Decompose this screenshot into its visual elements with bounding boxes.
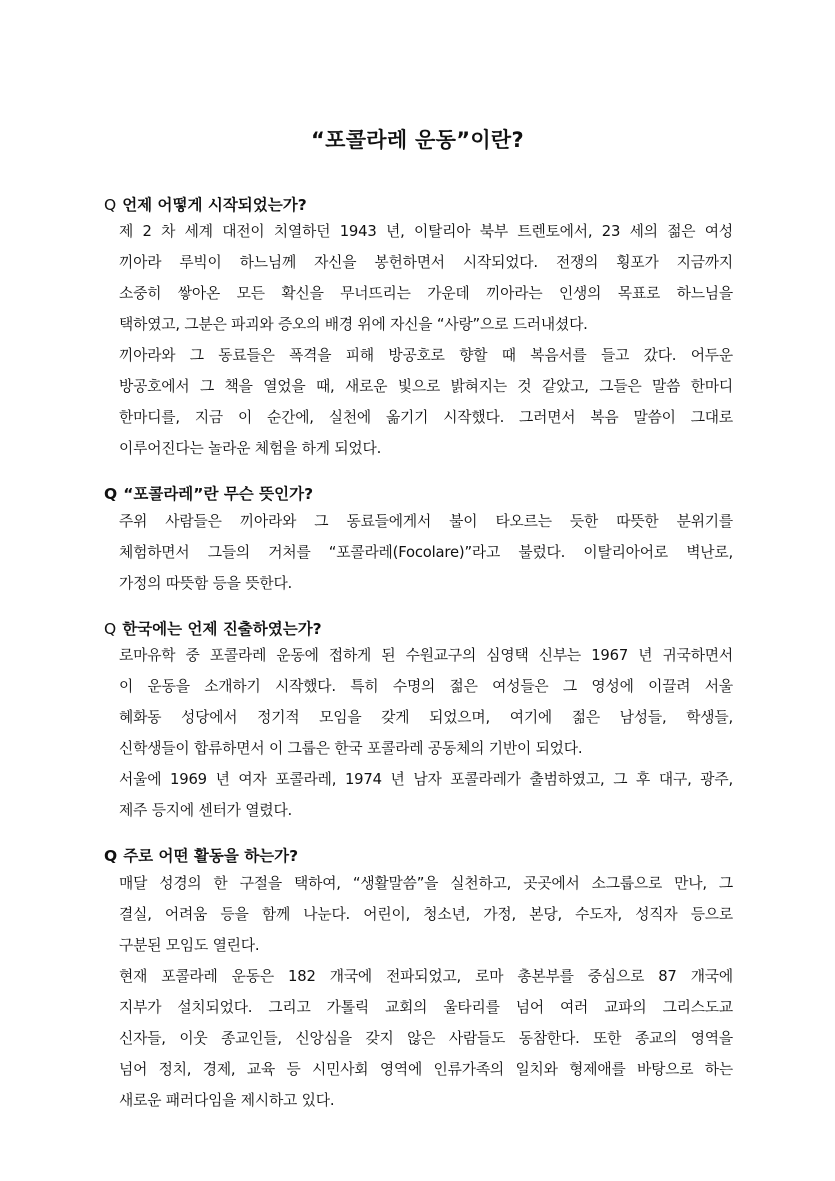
paragraph-line: 현재 포콜라레 운동은 182 개국에 전파되었고, 로마 총본부를 중심으로 87 개국에	[119, 968, 733, 985]
paragraph-line: 신학생들이 합류하면서 이 그룹은 한국 포콜라레 공동체의 기반이 되었다.	[119, 740, 583, 757]
question-heading-start	[104, 195, 307, 215]
paragraph-line: 이루어진다는 놀라운 체험을 하게 되었다.	[119, 440, 382, 457]
question-text: “포콜라레”란 무슨 뜻인가?	[123, 485, 314, 503]
question-text: 주로 어떤 활동을 하는가?	[123, 847, 299, 865]
paragraph-line: 가정의 따뜻함 등을 뜻한다.	[119, 575, 293, 592]
paragraph-line: 소중히 쌓아온 모든 확신을 무너뜨리는 가운데 끼아라는 인생의 목표로 하느님을	[119, 285, 733, 302]
page-title: “포콜라레 운동”이란?	[311, 128, 524, 152]
paragraph-line: 지부가 설치되었다. 그리고 가톨릭 교회의 울타리를 넘어 여러 교파의 그리스도교	[119, 999, 733, 1016]
question-text: 한국에는 언제 진출하였는가?	[122, 620, 322, 638]
paragraph-line: 끼아라와 그 동료들은 폭격을 피해 방공호로 향할 때 복음서를 들고 갔다. 어두운	[119, 347, 733, 364]
paragraph-line: 주위 사람들은 끼아라와 그 동료들에게서 불이 타오르는 듯한 따뜻한 분위기를	[119, 513, 733, 530]
paragraph-line: 넘어 정치, 경제, 교육 등 시민사회 영역에 인류가족의 일치와 형제애를 바탕으로 하는	[119, 1061, 733, 1078]
paragraph-line: 로마유학 중 포콜라레 운동에 접하게 된 수원교구의 심영택 신부는 1967 년 귀국하면서	[119, 647, 733, 664]
paragraph-line: 끼아라 루빅이 하느님께 자신을 봉헌하면서 시작되었다. 전쟁의 횡포가 지금까지	[119, 254, 733, 271]
paragraph-line: 체험하면서 그들의 거처를 “포콜라레(Focolare)”라고 불렀다. 이탈리아어로 벽난로,	[119, 544, 733, 561]
paragraph-line: 서울에 1969 년 여자 포콜라레, 1974 년 남자 포콜라레가 출범하였고, 그 후 대구, 광주,	[119, 771, 733, 788]
paragraph-line: 혜화동 성당에서 정기적 모임을 갖게 되었으며, 여기에 젊은 남성들, 학생들,	[119, 709, 733, 726]
paragraph-line: 신자들, 이웃 종교인들, 신앙심을 갖지 않은 사람들도 동참한다. 또한 종교의 영역을	[119, 1030, 733, 1047]
paragraph-line: 택하였고, 그분은 파괴와 증오의 배경 위에 자신을 “사랑”으로 드러내셨다.	[119, 316, 588, 333]
paragraph-line: 이 운동을 소개하기 시작했다. 특히 수명의 젊은 여성들은 그 영성에 이끌려 서울	[119, 678, 733, 695]
question-prefix: Q	[104, 620, 117, 638]
paragraph-line: 구분된 모임도 열린다.	[119, 937, 260, 954]
paragraph-line: 새로운 패러다임을 제시하고 있다.	[119, 1092, 335, 1109]
paragraph-line: 제 2 차 세계 대전이 치열하던 1943 년, 이탈리아 북부 트렌토에서, 23 세의 젊은 여성	[119, 223, 733, 240]
paragraph-line: 매달 성경의 한 구절을 택하여, “생활말씀”을 실천하고, 곳곳에서 소그룹으로 만나, 그	[119, 875, 733, 892]
paragraph-line: 한마디를, 지금 이 순간에, 실천에 옮기기 시작했다. 그러면서 복음 말씀이 그대로	[119, 409, 733, 426]
question-heading-activities	[104, 846, 298, 866]
question-prefix: Q	[104, 485, 118, 503]
paragraph-line: 결실, 어려움 등을 함께 나눈다. 어린이, 청소년, 가정, 본당, 수도자, 성직자 등으로	[119, 906, 733, 923]
paragraph-line: 방공호에서 그 책을 열었을 때, 새로운 빛으로 밝혀지는 것 같았고, 그들은 말씀 한마디	[119, 378, 733, 395]
question-heading-meaning	[104, 484, 313, 504]
question-heading-korea	[104, 619, 322, 639]
question-prefix: Q	[104, 196, 117, 214]
question-text: 언제 어떻게 시작되었는가?	[122, 196, 307, 214]
question-prefix: Q	[104, 847, 118, 865]
paragraph-line: 제주 등지에 센터가 열렸다.	[119, 802, 293, 819]
